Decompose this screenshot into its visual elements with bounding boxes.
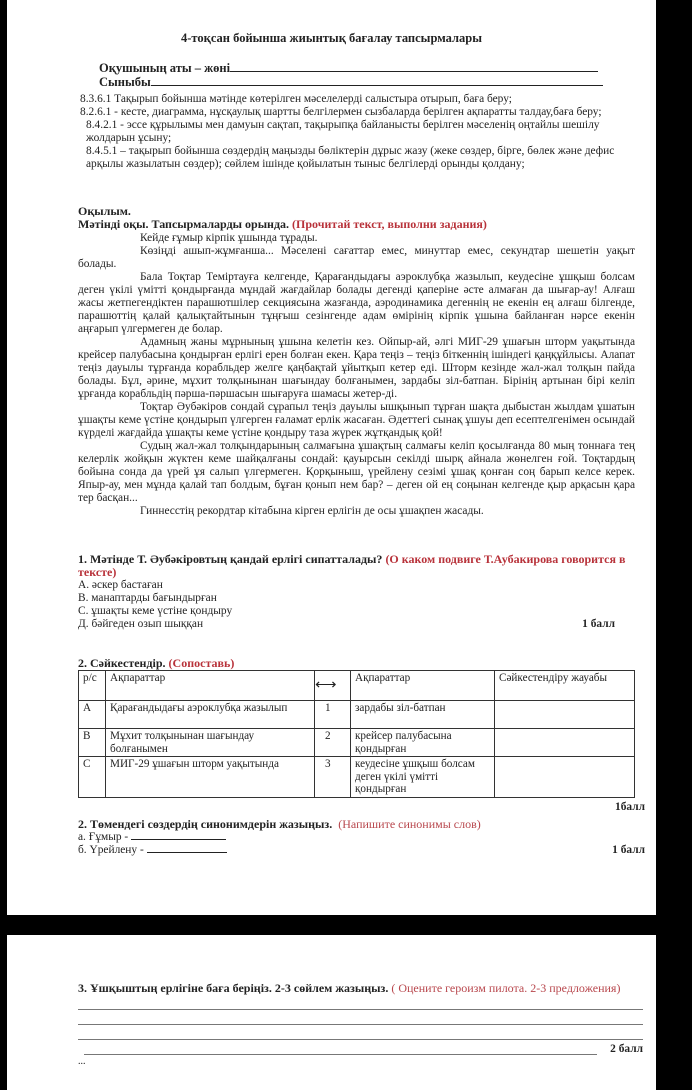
paragraph: Көзіңді ашып-жұмғанша... Мәселені сағаттар емес, минуттар емес, секундтар шешетін уақыт болады. [78,245,635,270]
row-left: Қарағандыдағы аэроклубқа жазылып [106,701,315,729]
paragraph: Кейде ғұмыр кірпік ұшында тұрады. [140,232,318,244]
question-1 [78,553,635,631]
objective: 8.3.6.1 Тақырып бойынша мәтінде көтерілген мәселелерді салыстыра отырып, баға беру; [80,93,512,105]
score: 1 балл [582,618,615,630]
reading-section [78,205,635,518]
synonym-field[interactable] [147,852,227,853]
row-left: Мұхит толқынынан шағындау болғанымен [106,729,315,757]
row-letter: А [79,701,106,729]
header-cell: Сәйкестендіру жауабы [495,671,635,701]
worksheet-page-1 [7,0,656,915]
student-name-field[interactable] [230,71,598,72]
header-cell: Ақпараттар [351,671,495,701]
question-text-ru: (Сопоставь) [168,656,235,670]
instruction-ru: (Прочитай текст, выполни задания) [292,217,487,231]
answer-line[interactable] [78,1010,643,1025]
answer-cell[interactable] [495,701,635,729]
table-row [79,701,635,729]
question-text: 2. Төмендегі сөздердің синонимдерін жазыңыз. [78,817,333,831]
objective: 8.4.2.1 - эссе құрылымы мен дамуын сақтап, тақырыпқа байланысты берілген мәселенің оңтайлы шешілу жолдарын ұсыну; [86,119,600,144]
score: 1 балл [612,844,645,856]
answer-line[interactable] [84,1040,597,1055]
answer-cell[interactable] [495,757,635,798]
objective: 8.2.6.1 - кесте, диаграмма, нұсқаулық шартты белгілермен сызбаларда берілген ақпаратты талдау,баға беру; [80,106,602,118]
row-number: 2 [315,729,351,757]
paragraph: Судың жал-жал толқындарының салмағына ұшақтың салмағы келіп қосылғанда 80 мың тоннаға тең келерлік жойқын жүктен кеме шайқалғаны сондай: қауырсын секілді шырқ айнала жөнелген ғой. Тоқтардың бойына сонда да үрей ұя салып үлгермеген. Қорқыныш, үрейлену сезімі ұшақ қонған соң барып келсе керек. Япыр-ау, мен мұнда қалай тап болдым, бұған қонып нем бар? – деген ой ең соңынан келгенде қыр арқасын қара тер басқан... [78,440,635,504]
class-field[interactable] [151,85,603,86]
synonym-label: а. Ғұмыр - [78,831,129,843]
option-a[interactable]: А. әскер бастаған [78,579,163,591]
question-3 [78,982,643,1068]
row-right: зардабы зіл-батпан [351,701,495,729]
class-label: Сыныбы [99,75,151,89]
objective: 8.4.5.1 – тақырып бойынша сөздердің маңызды бөліктерін дұрыс жазу (жеке сөздер, бірге, бөлек және дефис арқылы жазылатын сөздер); сөйлем ішінде қойылатын тыныс белгілерді орынды қолдану; [86,145,615,170]
question-2 [78,656,645,815]
question-text: 2. Сәйкестендір. [78,656,166,670]
option-d[interactable]: Д. бәйгеден озып шыққан [78,618,204,630]
question-text-ru: (О каком подвиге Т.Аубакирова говорится в тексте) [78,552,626,579]
question-text: 1. Мәтінде Т. Әубәкіровтың қандай ерлігі сипатталады? [78,552,383,566]
header-cell [315,671,351,701]
option-b[interactable]: В. манаптарды бағындырған [78,592,217,604]
trailing-mark: ... [78,1056,86,1067]
synonym-label: б. Үрейлену - [78,844,144,856]
question-2b [78,817,645,857]
row-right: кеудесіне ұшқыш болсам деген үкілі үмітті қондырған [351,757,495,798]
row-letter: С [79,757,106,798]
student-name-label: Оқушының аты – жөні [99,61,231,75]
option-c[interactable]: С. ұшақты кеме үстіне қондыру [78,605,233,617]
double-arrow-icon: ⟷ [315,676,337,693]
table-row [79,729,635,757]
score: 1балл [615,800,645,813]
header-cell: Ақпараттар [106,671,315,701]
row-left: МИГ-29 ұшағын шторм уақытында [106,757,315,798]
objectives [78,93,635,171]
question-text-ru: (Напишите синонимы слов) [338,817,481,831]
paragraph: Тоқтар Әубәкіров сондай сұрапыл теңіз дауылы ышқынып тұрған шақта дыбыстан жылдам ұшатын ұшақты кеме үстіне қондырып үлгерген ғаламат ерлік жасаған. Әдеттегі сынақ ұшуы деп есептелгенімен осындай күрделі жағдайда ұшақты кеме үстіне қондыру таза жүрек жұтқандық қой! [78,401,635,439]
row-number: 3 [315,757,351,798]
table-row [79,757,635,798]
page-title: 4-тоқсан бойынша жиынтық бағалау тапсырмалары [181,31,482,45]
synonym-field[interactable] [131,839,226,840]
answer-line[interactable] [78,1025,643,1040]
answer-line[interactable] [78,995,643,1010]
student-info [99,61,609,89]
question-text: 3. Ұшқыштың ерлігіне баға беріңіз. 2-3 сөйлем жазыңыз. [78,981,389,995]
header-cell: р/с [79,671,106,701]
question-text-ru: ( Оцените героизм пилота. 2-3 предложения) [391,981,621,995]
paragraph: Адамның жаны мұрнының ұшына келетін кез. Ойпыр-ай, әлгі МИГ-29 ұшағын шторм уақытында крейсер палубасына қондырған ерлігі ерен болған екен. Қара теңіз – теңіз біткеннің ішіндегі қаңқұйлысы. Алапат теңіз дауылы тұрғанда корабльдер желге қаңбақтай ұйытқып кетер еді. Шторм кезінде жал-жал толқын пайда болады. Бұл, әрине, мұхит толқынынан шағындау болғанымен, зардабы зіл-батпан. Бірінің артынан бірі келіп ұрғанда корабльдің пәрша-пәршасын шығаруға шамасы жетер-ді. [78,336,635,400]
answer-cell[interactable] [495,729,635,757]
worksheet-page-2 [7,935,656,1090]
section-heading: Оқылым. [78,204,131,218]
instruction: Мәтінді оқы. Тапсырмаларды орында. [78,217,290,231]
score: 2 балл [610,1043,643,1055]
row-number: 1 [315,701,351,729]
paragraph: Бала Тоқтар Теміртауға келгенде, Қарағандыдағы аэроклубқа жазылып, кеудесіне ұшқыш болсам деген үкілі үмітті қондырғанда мұндай жағдайлар болады дегенді қаперіне әсте алмаған да шығар-ау! Алғаш жасы жетпегендіктен парашютшілер секциясына жазғанда, аэродинамика дегеннің не екенін ең алғаш білгенде, парашюттің қалай қалықтайтынын тұңғыш сезінгенде адам өмірінің кірпік ұшына байланған нәрсе екенін аңғарып үлгермеген де болар. [78,271,635,335]
row-letter: В [79,729,106,757]
row-right: крейсер палубасына қондырған [351,729,495,757]
paragraph: Гиннесстің рекордтар кітабына кірген ерлігін де осы ұшақпен жасады. [140,505,484,517]
matching-table [78,670,635,798]
